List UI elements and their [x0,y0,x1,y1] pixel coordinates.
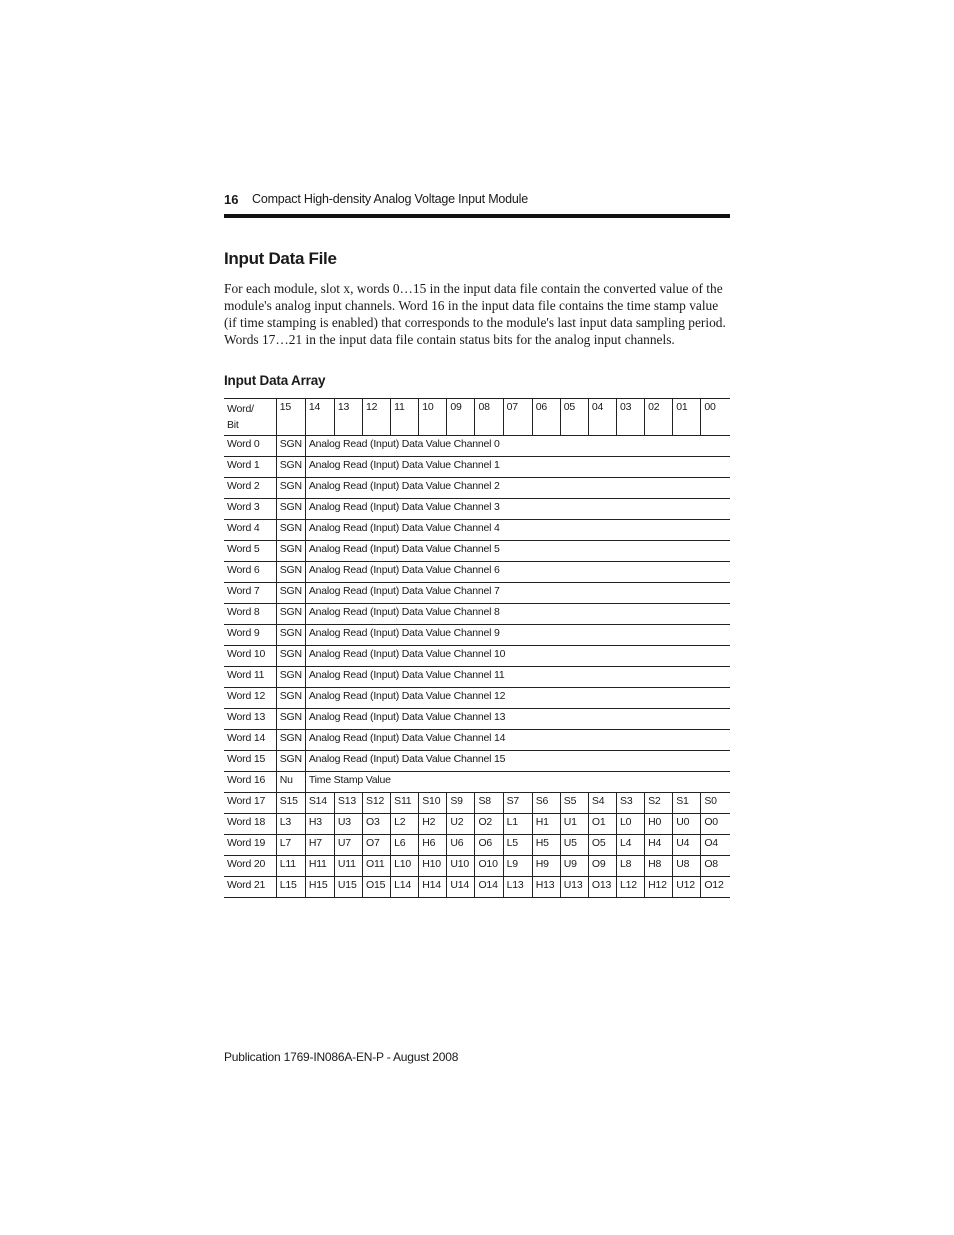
status-bit-cell: U11 [334,856,362,877]
table-row [224,457,730,478]
word-label: Word 10 [224,646,276,667]
status-bit-cell: L12 [617,877,645,898]
sign-bit-cell: SGN [276,688,305,709]
status-bit-cell: O1 [588,814,616,835]
word-label: Word 15 [224,751,276,772]
bit-header-08: 08 [475,399,503,436]
status-bit-cell: L6 [391,835,419,856]
table-row [224,793,730,814]
status-bit-cell: U6 [447,835,475,856]
status-bit-cell: H8 [645,856,673,877]
status-bit-cell: S5 [560,793,588,814]
bit-header-10: 10 [419,399,447,436]
data-value-cell: Analog Read (Input) Data Value Channel 15 [305,751,730,772]
table-row [224,856,730,877]
bit-header-06: 06 [532,399,560,436]
status-bit-cell: L7 [276,835,305,856]
sign-bit-cell: SGN [276,457,305,478]
bit-header-14: 14 [305,399,334,436]
bit-header-05: 05 [560,399,588,436]
status-bit-cell: U13 [560,877,588,898]
word-label: Word 6 [224,562,276,583]
word-label: Word 2 [224,478,276,499]
data-value-cell: Analog Read (Input) Data Value Channel 2 [305,478,730,499]
sign-bit-cell: SGN [276,436,305,457]
table-row [224,562,730,583]
status-bit-cell: O0 [701,814,730,835]
page-header [224,192,730,220]
sign-bit-cell: Nu [276,772,305,793]
status-bit-cell: S10 [419,793,447,814]
bit-header-11: 11 [391,399,419,436]
status-bit-cell: S2 [645,793,673,814]
table-row [224,709,730,730]
status-bit-cell: S6 [532,793,560,814]
status-bit-cell: S13 [334,793,362,814]
intro-paragraph: For each module, slot x, words 0…15 in the input data file contain the converted value of the module's analog input channels. Word 16 in the input data file contains the time stamp value (if time stamping is enabled) that corresponds to the module's last input data sampling period. Words 17…21 in the input data file contain status bits for the analog input channels. [224,281,726,347]
word-label: Word 21 [224,877,276,898]
word-label: Word 18 [224,814,276,835]
status-bit-cell: S7 [503,793,532,814]
data-value-cell: Analog Read (Input) Data Value Channel 3 [305,499,730,520]
status-bit-cell: S4 [588,793,616,814]
word-label: Word 14 [224,730,276,751]
status-bit-cell: O12 [701,877,730,898]
table-row [224,877,730,898]
status-bit-cell: H6 [419,835,447,856]
status-bit-cell: H4 [645,835,673,856]
status-bit-cell: L2 [391,814,419,835]
status-bit-cell: O3 [363,814,391,835]
status-bit-cell: H0 [645,814,673,835]
page-number: 16 [224,192,239,207]
status-bit-cell: U4 [673,835,701,856]
data-value-cell: Analog Read (Input) Data Value Channel 10 [305,646,730,667]
word-label: Word 4 [224,520,276,541]
table-row [224,583,730,604]
data-value-cell: Analog Read (Input) Data Value Channel 1 [305,457,730,478]
status-bit-cell: H1 [532,814,560,835]
status-bit-cell: S0 [701,793,730,814]
word-label: Word 5 [224,541,276,562]
table-row [224,835,730,856]
table-body [224,436,730,898]
data-value-cell: Analog Read (Input) Data Value Channel 13 [305,709,730,730]
table-row [224,667,730,688]
word-label: Word 7 [224,583,276,604]
table-row [224,520,730,541]
sign-bit-cell: SGN [276,541,305,562]
bit-header-09: 09 [447,399,475,436]
word-label: Word 20 [224,856,276,877]
table-row [224,751,730,772]
sign-bit-cell: SGN [276,478,305,499]
data-value-cell: Analog Read (Input) Data Value Channel 4 [305,520,730,541]
status-bit-cell: L5 [503,835,532,856]
word-label: Word 9 [224,625,276,646]
status-bit-cell: U8 [673,856,701,877]
status-bit-cell: L3 [276,814,305,835]
status-bit-cell: H13 [532,877,560,898]
table-row [224,478,730,499]
status-bit-cell: O2 [475,814,503,835]
table-row [224,436,730,457]
status-bit-cell: S3 [617,793,645,814]
publication-footer: Publication 1769-IN086A-EN-P - August 2008 [224,1050,459,1064]
data-value-cell: Analog Read (Input) Data Value Channel 9 [305,625,730,646]
word-label: Word 13 [224,709,276,730]
status-bit-cell: U2 [447,814,475,835]
word-label: Word 12 [224,688,276,709]
word-label: Word 17 [224,793,276,814]
bit-header-03: 03 [617,399,645,436]
status-bit-cell: O14 [475,877,503,898]
word-label: Word 11 [224,667,276,688]
table-header-row [224,399,730,436]
word-bit-header: Word/ Bit [224,399,276,436]
sign-bit-cell: SGN [276,604,305,625]
table-row [224,646,730,667]
status-bit-cell: L1 [503,814,532,835]
status-bit-cell: U15 [334,877,362,898]
data-value-cell: Analog Read (Input) Data Value Channel 14 [305,730,730,751]
status-bit-cell: L15 [276,877,305,898]
status-bit-cell: U10 [447,856,475,877]
running-title: Compact High-density Analog Voltage Input Module [252,192,528,206]
status-bit-cell: H9 [532,856,560,877]
word-label: Word 16 [224,772,276,793]
status-bit-cell: S15 [276,793,305,814]
status-bit-cell: U12 [673,877,701,898]
bit-header-12: 12 [363,399,391,436]
status-bit-cell: O8 [701,856,730,877]
status-bit-cell: O9 [588,856,616,877]
data-value-cell: Time Stamp Value [305,772,730,793]
section-title: Input Data File [224,249,337,268]
bit-header-02: 02 [645,399,673,436]
table-row [224,772,730,793]
bit-header-15: 15 [276,399,305,436]
status-bit-cell: L13 [503,877,532,898]
status-bit-cell: S14 [305,793,334,814]
status-bit-cell: U3 [334,814,362,835]
status-bit-cell: S8 [475,793,503,814]
bit-header-13: 13 [334,399,362,436]
table-row [224,604,730,625]
status-bit-cell: S1 [673,793,701,814]
status-bit-cell: L11 [276,856,305,877]
data-value-cell: Analog Read (Input) Data Value Channel 5 [305,541,730,562]
status-bit-cell: H3 [305,814,334,835]
header-rule [224,214,730,218]
data-value-cell: Analog Read (Input) Data Value Channel 12 [305,688,730,709]
status-bit-cell: H5 [532,835,560,856]
word-label: Word 1 [224,457,276,478]
status-bit-cell: H7 [305,835,334,856]
status-bit-cell: H15 [305,877,334,898]
bit-header-07: 07 [503,399,532,436]
table-row [224,688,730,709]
status-bit-cell: L10 [391,856,419,877]
sign-bit-cell: SGN [276,667,305,688]
status-bit-cell: U1 [560,814,588,835]
status-bit-cell: L14 [391,877,419,898]
status-bit-cell: S12 [363,793,391,814]
status-bit-cell: U5 [560,835,588,856]
table-row [224,814,730,835]
bit-header-00: 00 [701,399,730,436]
sign-bit-cell: SGN [276,709,305,730]
status-bit-cell: L0 [617,814,645,835]
status-bit-cell: H10 [419,856,447,877]
status-bit-cell: U7 [334,835,362,856]
sign-bit-cell: SGN [276,562,305,583]
table-row [224,499,730,520]
data-value-cell: Analog Read (Input) Data Value Channel 6 [305,562,730,583]
sign-bit-cell: SGN [276,751,305,772]
sign-bit-cell: SGN [276,499,305,520]
status-bit-cell: S11 [391,793,419,814]
status-bit-cell: U14 [447,877,475,898]
status-bit-cell: O10 [475,856,503,877]
sign-bit-cell: SGN [276,625,305,646]
subsection-title: Input Data Array [224,373,326,388]
status-bit-cell: U9 [560,856,588,877]
bit-header-04: 04 [588,399,616,436]
word-label: Word 19 [224,835,276,856]
status-bit-cell: O6 [475,835,503,856]
status-bit-cell: O4 [701,835,730,856]
table-row [224,730,730,751]
data-value-cell: Analog Read (Input) Data Value Channel 7 [305,583,730,604]
status-bit-cell: O13 [588,877,616,898]
status-bit-cell: H11 [305,856,334,877]
data-value-cell: Analog Read (Input) Data Value Channel 8 [305,604,730,625]
sign-bit-cell: SGN [276,583,305,604]
word-label: Word 8 [224,604,276,625]
sign-bit-cell: SGN [276,520,305,541]
status-bit-cell: H14 [419,877,447,898]
data-value-cell: Analog Read (Input) Data Value Channel 0 [305,436,730,457]
status-bit-cell: L4 [617,835,645,856]
status-bit-cell: S9 [447,793,475,814]
word-label: Word 3 [224,499,276,520]
status-bit-cell: O7 [363,835,391,856]
status-bit-cell: O11 [363,856,391,877]
input-data-array-table [224,398,730,898]
table-row [224,625,730,646]
bit-header-01: 01 [673,399,701,436]
sign-bit-cell: SGN [276,730,305,751]
table-row [224,541,730,562]
status-bit-cell: H12 [645,877,673,898]
status-bit-cell: H2 [419,814,447,835]
status-bit-cell: U0 [673,814,701,835]
status-bit-cell: L8 [617,856,645,877]
word-label: Word 0 [224,436,276,457]
status-bit-cell: L9 [503,856,532,877]
status-bit-cell: O15 [363,877,391,898]
sign-bit-cell: SGN [276,646,305,667]
data-value-cell: Analog Read (Input) Data Value Channel 11 [305,667,730,688]
status-bit-cell: O5 [588,835,616,856]
